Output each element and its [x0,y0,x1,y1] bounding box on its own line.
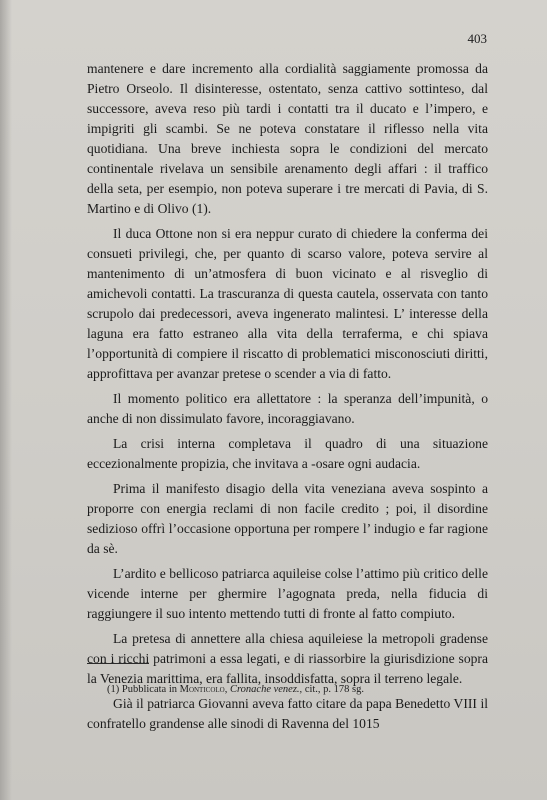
footnote-title: Cronache venez., [229,684,303,695]
paragraph-4: La crisi interna completava il quadro di una situazione eccezionalmente propizia, che invitava a ‑osare ogni audacia. [87,436,488,471]
paragraph-1: mantenere e dare incremento alla cordialità saggiamente promossa da Pietro Orseolo. Il disinteresse, ostentato, senza cattivo sottinteso, dal successore, aveva reso più tardi i contatti tra il ducato e l’impero, e impigriti gli scambi. Se ne poteva constatare il riflesso nella vita quotidiana. Una breve inchiesta sopra le condizioni del mercato continentale rivelava un sensibile arenamento degli affari : il traffico della seta, per esempio, non poteva superare i tre mercati di Pavia, di S. Martino e di Olivo (1). [87,61,488,216]
footnote-author: Monticolo, [179,684,228,695]
paragraph-3: Il momento politico era allettatore : la speranza dell’impunità, o anche di non dissimulato favore, incoraggiavano. [87,391,488,426]
footnote [107,683,487,697]
paragraph-5: Prima il manifesto disagio della vita veneziana aveva sospinto a proporre con energia reclami di non facile credito ; poi, il disordine sedizioso offrì l’occasione opportuna per rompere l’ indugio e far ragione da sè. [87,481,488,556]
page-number: 403 [467,31,487,46]
footnote-separator [87,663,149,664]
paragraph-8: Già il patriarca Giovanni aveva fatto citare da papa Benedetto VIII il confratello grandense alle sinodi di Ravenna del 1015 [87,696,488,731]
paragraph-6: L’ardito e bellicoso patriarca aquileise colse l’attimo più critico delle vicende interne per ghermire l’agognata preda, nella fiducia di raggiungere il suo intento mettendo tutti di fronte al fatto compiuto. [87,566,488,621]
paragraph-2: Il duca Ottone non si era neppur curato di chiedere la conferma dei consueti privilegi, che, per quanto di scarso valore, poteva servire al mantenimento di un’atmosfera di buon vicinato e al risveglio di amichevoli contatti. La trascuranza di questa cautela, osservata con tanto scrupolo dai predecessori, aveva ingenerato malintesi. L’ interesse della laguna era fatto estraneo alla vita della terraferma, e chi spiava l’opportunità di compiere il riscatto di problematici misconosciuti diritti, approfittava per avanzar pretese o scender a via di fatto. [87,226,488,381]
binding-shadow [0,0,12,800]
footnote-citation: cit., p. 178 sg. [304,684,365,695]
footnote-marker: (1) Pubblicata in [107,684,177,695]
body-text [87,59,488,739]
paragraph-7: La pretesa di annettere alla chiesa aquileiese la metropoli gradense con i ricchi patrimoni a essa legati, e di riassorbire la giurisdizione sopra la Venezia marittima, era fallita, insoddisfatta, sopra il terreno legale. [87,631,488,686]
